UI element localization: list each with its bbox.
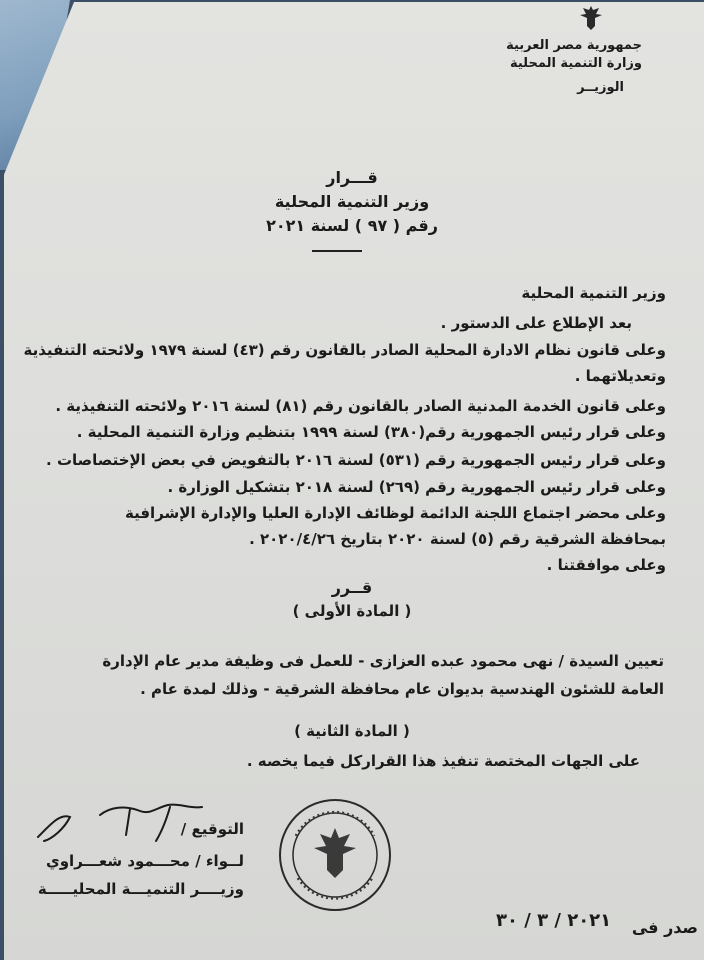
preamble-line: وعلى موافقتنا .	[546, 556, 666, 574]
signatory-position: وزيــــر التنميـــة المحليـــــة	[37, 880, 244, 898]
article2-line: على الجهات المختصة تنفيذ هذا القراركل فيما يخصه .	[246, 752, 640, 770]
official-seal-stamp	[276, 796, 394, 914]
preamble-line: وتعديلاتهما .	[574, 367, 666, 385]
preamble-line: بمحافظة الشرقية رقم (٥) لسنة ٢٠٢٠ بتاريخ ٢٠٢٠/٤/٢٦ .	[249, 530, 666, 548]
title-decree-word: قـــرار	[326, 168, 378, 187]
signature-label: التوقيع /	[180, 820, 244, 838]
egypt-eagle-emblem-icon	[578, 4, 604, 32]
preamble-line: وعلى قرار رئيس الجمهورية رقم(٣٨٠) لسنة ١٩٩٩ بتنظيم وزارة التنمية المحلية .	[76, 423, 666, 441]
header-minister: الوزيــر	[577, 80, 624, 95]
article2-title: ( المادة الثانية )	[294, 722, 410, 740]
issued-date: ٢٠٢١ / ٣ / ٣٠	[496, 910, 612, 931]
signatory-name: لــواء / محـــمود شعـــراوي	[45, 852, 244, 870]
title-underline	[312, 250, 362, 252]
title-number: رقم ( ٩٧ ) لسنة ٢٠٢١	[266, 216, 438, 235]
preamble-line: بعد الإطلاع على الدستور .	[440, 314, 632, 332]
article1-title: ( المادة الأولى )	[292, 602, 412, 620]
issued-label: صدر فى	[631, 918, 698, 937]
preamble-line: وعلى قرار رئيس الجمهورية رقم (٢٦٩) لسنة ٢٠١٨ بتشكيل الوزارة .	[167, 478, 666, 496]
preamble-line: وعلى قرار رئيس الجمهورية رقم (٥٣١) لسنة ٢٠١٦ بالتفويض في بعض الإختصاصات .	[46, 451, 666, 469]
preamble-line: وعلى قانون نظام الادارة المحلية الصادر بالقانون رقم (٤٣) لسنة ١٩٧٩ ولائحته التنفيذية	[23, 341, 666, 359]
article1-line: العامة للشئون الهندسية بديوان عام محافظة الشرقية - وذلك لمدة عام .	[140, 680, 664, 698]
header-ministry: وزارة التنمية المحلية	[509, 56, 642, 71]
article1-line: تعيين السيدة / نهى محمود عبده العزازى - للعمل فى وظيفة مدير عام الإدارة	[102, 652, 664, 670]
title-issuer: وزير التنمية المحلية	[274, 192, 430, 211]
preamble-line: وزير التنمية المحلية	[521, 284, 666, 302]
decree-word: قــرر	[331, 578, 373, 597]
preamble-line: وعلى محضر اجتماع اللجنة الدائمة لوظائف الإدارة العليا والإدارة الإشرافية	[125, 504, 666, 522]
preamble-line: وعلى قانون الخدمة المدنية الصادر بالقانون رقم (٨١) لسنة ٢٠١٦ ولائحته التنفيذية .	[55, 397, 666, 415]
header-country: جمهورية مصر العربية	[506, 38, 642, 53]
